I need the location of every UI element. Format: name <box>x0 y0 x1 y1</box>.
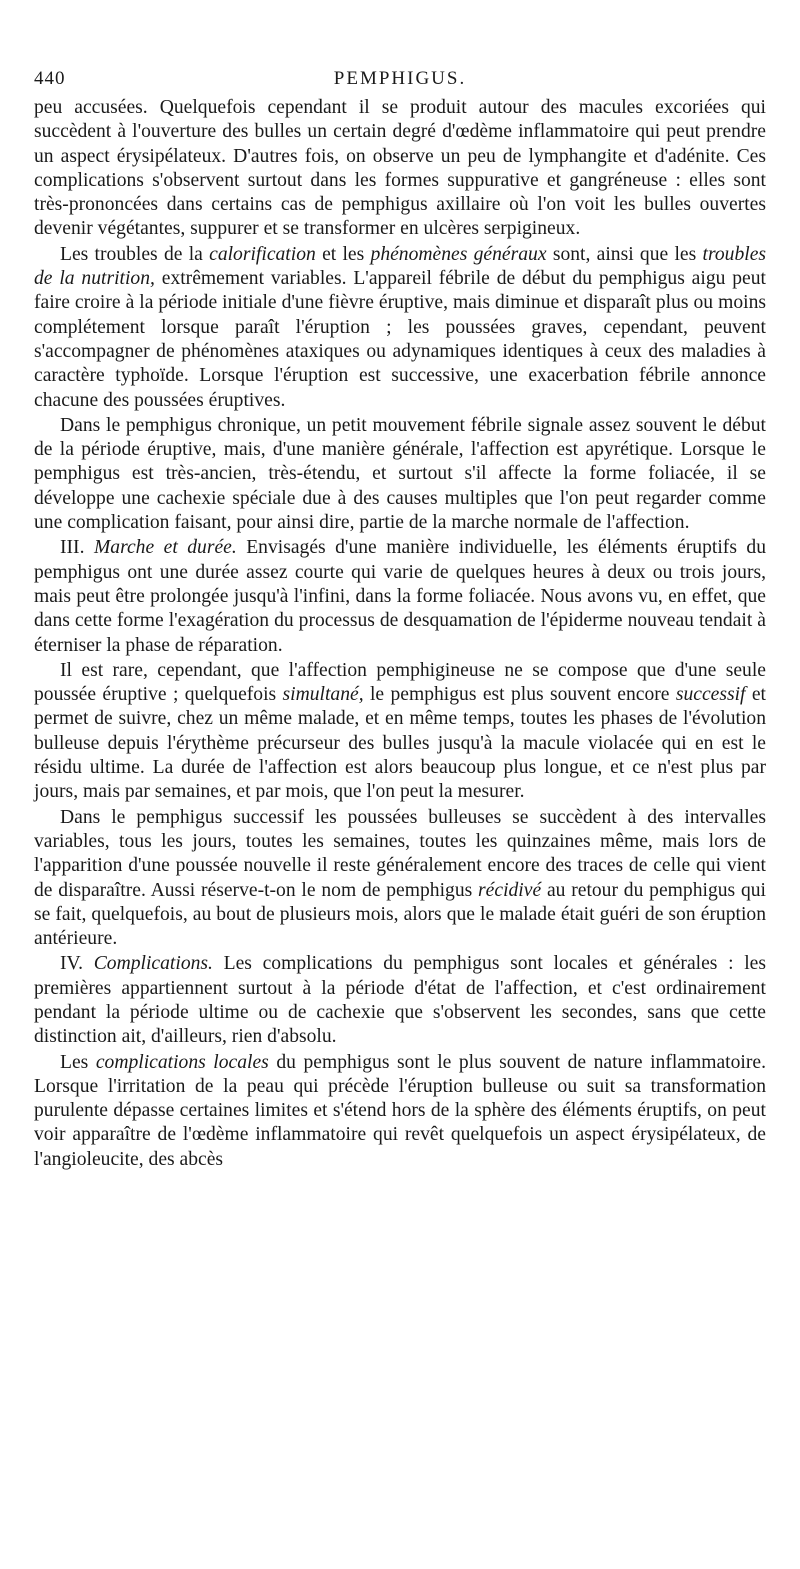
text-run: et permet de suivre, chez un même malade, et en même temps, toutes les phases de l'évolution bulleuse depuis l'érythème précurseur des bulles jusqu'à la macule violacée qui en est le résidu ultime. La durée de l'affection est alors beaucoup plus longue, et ce n'est plus par jours, mais par semaines, et par mois, que l'on peut la mesurer. <box>34 684 766 803</box>
italic-run: simultané, <box>282 684 364 706</box>
page-number: 440 <box>34 68 66 89</box>
paragraph <box>34 96 766 242</box>
italic-run: successif <box>675 684 746 706</box>
running-title: PEMPHIGUS. <box>333 68 467 89</box>
text-run: IV. <box>60 953 94 975</box>
italic-run: Marche et durée. <box>93 537 237 559</box>
text-run: et les <box>315 243 371 265</box>
text-run: au retour du pemphigus qui se fait, quelquefois, au bout de plusieurs mois, alors que le malade était guéri de son éruption antérieure. <box>34 879 766 950</box>
text-run: Les troubles de la <box>60 243 210 265</box>
text-run: Les complications du pemphigus sont locales et générales : les premières appartiennent surtout à la période d'état de l'affection, et c'est ordinairement pendant la période ultime ou de cachexie que s'observent les secondes, sans que cette distinction ait, d'ailleurs, rien d'absolu. <box>34 953 766 1048</box>
paragraph <box>34 659 766 805</box>
paragraph <box>34 243 766 413</box>
text-run: le pemphigus est plus souvent encore <box>363 684 676 706</box>
italic-run: phénomènes généraux <box>370 243 547 265</box>
paragraph <box>34 806 766 952</box>
text-run: extrêmement variables. L'appareil fébrile de début du pemphigus aigu peut faire croire à la période initiale d'une fièvre éruptive, mais diminue et disparaît plus ou moins complétement lorsque paraît l'éruption ; les poussées graves, cependant, peuvent s'accompagner de phénomènes ataxiques ou adynamiques identiques à ceux des maladies à caractère typhoïde. Lorsque l'éruption est successive, une exacerbation fébrile annonce chacune des poussées éruptives. <box>34 268 766 411</box>
paragraph <box>34 952 766 1049</box>
body-text <box>34 96 766 1172</box>
text-run: du pemphigus sont le plus souvent de nature inflammatoire. Lorsque l'irritation de la peau qui précède l'éruption bulleuse ou suit sa transformation purulente dépasse certaines limites et s'étend hors de la sphère des éléments éruptifs, on peut voir apparaître de l'œdème inflammatoire qui revêt quelquefois un aspect érysipélateux, de l'angioleucite, des abcès <box>34 1051 766 1170</box>
text-run: Envisagés d'une manière individuelle, les éléments éruptifs du pemphigus ont une durée assez courte qui varie de quelques heures à deux ou trois jours, mais peut être prolongée jusqu'à l'infini, dans la forme foliacée. Nous avons vu, en effet, que dans cette forme l'exagération du processus de desquamation de l'épiderme nouveau tendait à éterniser la phase de réparation. <box>34 537 767 656</box>
italic-run: Complications. <box>93 953 213 975</box>
italic-run: troubles de la nutrition, <box>34 243 767 290</box>
text-run: Il est rare, cependant, que l'affection pemphigineuse ne se compose que d'une seule poussée éruptive ; quelquefois <box>34 659 766 706</box>
text-run: III. <box>60 537 94 559</box>
text-run: peu accusées. Quelquefois cependant il se produit autour des macules excoriées qui succèdent à l'ouverture des bulles un certain degré d'œdème inflammatoire qui peut prendre un aspect érysipélateux. D'autres fois, on observe un peu de lymphangite et d'adénite. Ces complications s'observent surtout dans les formes suppurative et gangréneuse : elles sont très-prononcées dans certains cas de pemphigus axillaire où l'on voit les bulles ouvertes devenir végétantes, suppurer et se transformer en ulcères serpigineux. <box>34 97 766 240</box>
paragraph <box>34 536 766 657</box>
text-run: sont, ainsi que les <box>546 243 703 265</box>
running-head <box>34 64 766 96</box>
book-page <box>34 64 766 1173</box>
text-run: Les <box>60 1051 96 1073</box>
italic-run: récidivé <box>478 879 542 901</box>
text-run: Dans le pemphigus chronique, un petit mouvement fébrile signale assez souvent le début de la période éruptive, mais, d'une manière générale, l'affection est apyrétique. Lorsque le pemphigus est très-ancien, très-étendu, et surtout s'il affecte la forme foliacée, il se développe une cachexie spéciale due à des causes multiples que l'on peut regarder comme une complication faisant, pour ainsi dire, partie de la marche normale de l'affection. <box>34 414 766 534</box>
paragraph <box>34 1051 766 1172</box>
paragraph <box>34 414 766 535</box>
text-run: Dans le pemphigus successif les poussées bulleuses se succèdent à des intervalles variables, tous les jours, toutes les semaines, toutes les quinzaines même, mais lors de l'apparition d'une poussée nouvelle il reste généralement encore des traces de celle qui vient de disparaître. Aussi réserve-t-on le nom de pemphigus <box>34 806 766 901</box>
italic-run: calorification <box>209 243 316 265</box>
italic-run: complications locales <box>95 1051 269 1073</box>
